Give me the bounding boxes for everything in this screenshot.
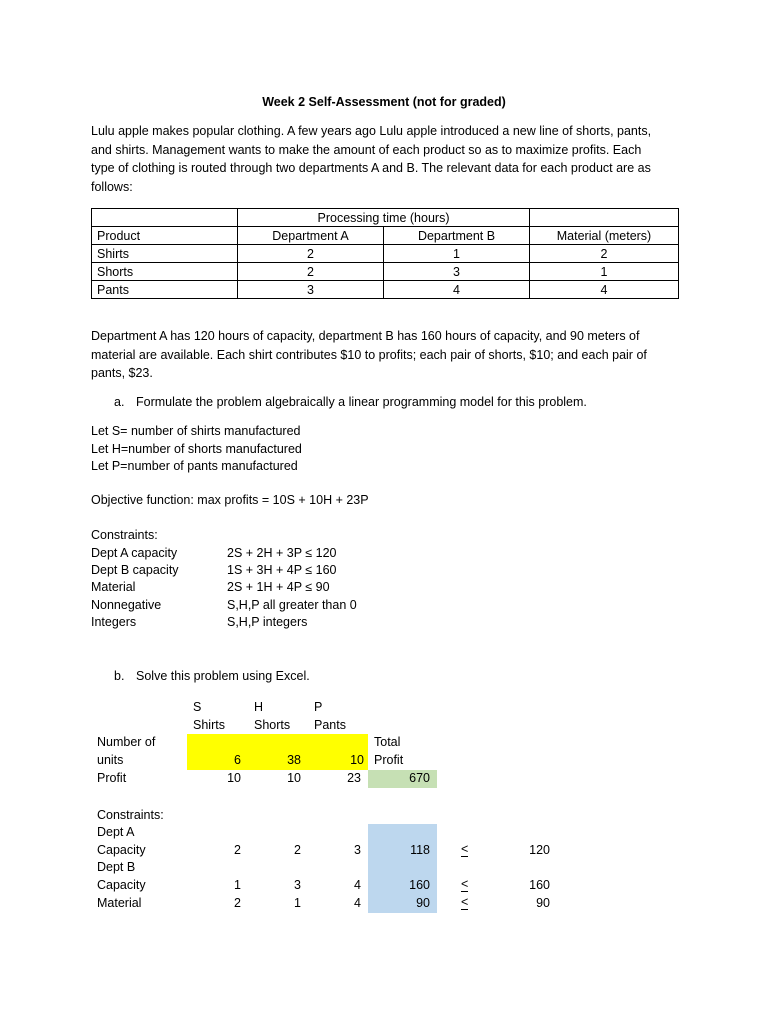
table-row [92, 245, 679, 263]
constraint-row-label: Capacity [97, 843, 146, 857]
table-cell: Shirts [92, 245, 238, 263]
intro-line: Lulu apple makes popular clothing. A few years ago Lulu apple introduced a new line of shorts, pants, [91, 124, 652, 138]
sheet-constraints-heading: Constraints: [97, 808, 164, 822]
table-cell-empty [530, 209, 679, 227]
capacity-line: material are available. Each shirt contributes $10 to profits; each pair of shorts, $10; and each pair of [91, 347, 647, 362]
units-value: 6 [234, 753, 241, 767]
table-header: Material (meters) [530, 227, 679, 245]
table-header: Product [92, 227, 238, 245]
table-cell: 2 [238, 263, 384, 281]
table-cell: 3 [384, 263, 530, 281]
constraint-coef: 4 [354, 896, 361, 910]
constraint-coef: 2 [234, 896, 241, 910]
table-cell: Pants [92, 281, 238, 299]
var-name-shirts: Shirts [193, 718, 225, 732]
table-cell: 2 [530, 245, 679, 263]
capacity-paragraph [91, 327, 681, 383]
profit-label: Profit [97, 771, 127, 785]
constraint-expression: 2S + 2H + 3P ≤ 120 [227, 546, 337, 560]
product-data-table [91, 208, 679, 299]
constraint-coef: 1 [234, 878, 241, 892]
constraint-row-label: Material [97, 896, 142, 910]
table-cell-empty [92, 209, 238, 227]
part-a-marker: a. [114, 395, 125, 409]
objective-function: Objective function: max profits = 10S + 10H + 23P [91, 493, 369, 507]
constraint-rhs: 160 [529, 878, 550, 892]
table-cell: 4 [384, 281, 530, 299]
table-header: Department A [238, 227, 384, 245]
constraint-sign: < [461, 895, 469, 909]
table-cell: 3 [238, 281, 384, 299]
constraint-label: Integers [91, 615, 137, 629]
constraint-coef: 4 [354, 878, 361, 892]
constraint-label: Dept A capacity [91, 546, 178, 560]
constraint-sign: < [461, 877, 469, 891]
table-header-row [92, 227, 679, 245]
profit-value: 10 [227, 771, 241, 785]
capacity-line: Department A has 120 hours of capacity, department B has 160 hours of capacity, and 90 meters of [91, 329, 640, 343]
constraint-rhs: 120 [529, 843, 550, 857]
constraint-coef: 2 [294, 843, 301, 857]
constraint-row-label: Dept A [97, 825, 135, 839]
var-name-pants: Pants [314, 718, 346, 732]
table-cell: 1 [530, 263, 679, 281]
intro-line: and shirts. Management wants to make the amount of each product so as to maximize profits. Each [91, 142, 642, 157]
constraint-label: Dept B capacity [91, 563, 179, 577]
constraint-lhs: 160 [409, 878, 430, 892]
variable-line: Let H=number of shorts manufactured [91, 441, 302, 456]
constraint-sign: < [461, 842, 469, 856]
constraint-coef: 3 [294, 878, 301, 892]
profit-value: 10 [287, 771, 301, 785]
table-cell: 1 [384, 245, 530, 263]
page-title: Week 2 Self-Assessment (not for graded) [262, 95, 506, 109]
total-profit-value: 670 [409, 771, 430, 785]
units-value: 10 [350, 753, 364, 767]
capacity-line: pants, $23. [91, 366, 153, 380]
table-row [92, 281, 679, 299]
constraint-lhs: 90 [416, 896, 430, 910]
constraint-lhs: 118 [410, 843, 430, 857]
constraint-label: Nonnegative [91, 598, 162, 612]
var-letter-p: P [314, 700, 323, 714]
constraint-expression: S,H,P all greater than 0 [227, 598, 357, 612]
constraint-label: Material [91, 580, 136, 594]
constraint-expression: 2S + 1H + 4P ≤ 90 [227, 580, 330, 594]
constraint-coef: 1 [294, 896, 301, 910]
part-b-marker: b. [114, 669, 125, 683]
intro-paragraph [91, 122, 681, 196]
constraint-row-label: Capacity [97, 878, 146, 892]
total-label: Total [374, 735, 401, 749]
profit-value: 23 [347, 771, 361, 785]
constraint-row-label: Dept B [97, 860, 136, 874]
constraint-expression: S,H,P integers [227, 615, 308, 629]
constraints-heading: Constraints: [91, 528, 158, 542]
var-name-shorts: Shorts [254, 718, 291, 732]
part-a-text: Formulate the problem algebraically a linear programming model for this problem. [136, 395, 587, 409]
table-row [92, 263, 679, 281]
variable-line: Let P=number of pants manufactured [91, 459, 298, 473]
var-letter-s: S [193, 700, 202, 714]
variable-line: Let S= number of shirts manufactured [91, 424, 301, 438]
constraint-coef: 3 [354, 843, 361, 857]
total-label: Profit [374, 753, 404, 767]
part-b-text: Solve this problem using Excel. [136, 669, 310, 683]
intro-line: follows: [91, 179, 133, 194]
intro-line: type of clothing is routed through two departments A and B. The relevant data for each product are as [91, 161, 651, 175]
constraint-rhs: 90 [536, 896, 550, 910]
table-cell: 4 [530, 281, 679, 299]
constraint-coef: 2 [234, 843, 241, 857]
table-cell: Shorts [92, 263, 238, 281]
table-cell: 2 [238, 245, 384, 263]
var-letter-h: H [254, 700, 264, 714]
constraint-expression: 1S + 3H + 4P ≤ 160 [227, 563, 337, 577]
table-header: Department B [384, 227, 530, 245]
units-label: units [97, 753, 124, 767]
table-header-group-row [92, 209, 679, 227]
units-value: 38 [287, 753, 301, 767]
table-group-header: Processing time (hours) [238, 209, 530, 227]
variable-definitions [91, 423, 681, 476]
units-label: Number of [97, 735, 156, 749]
